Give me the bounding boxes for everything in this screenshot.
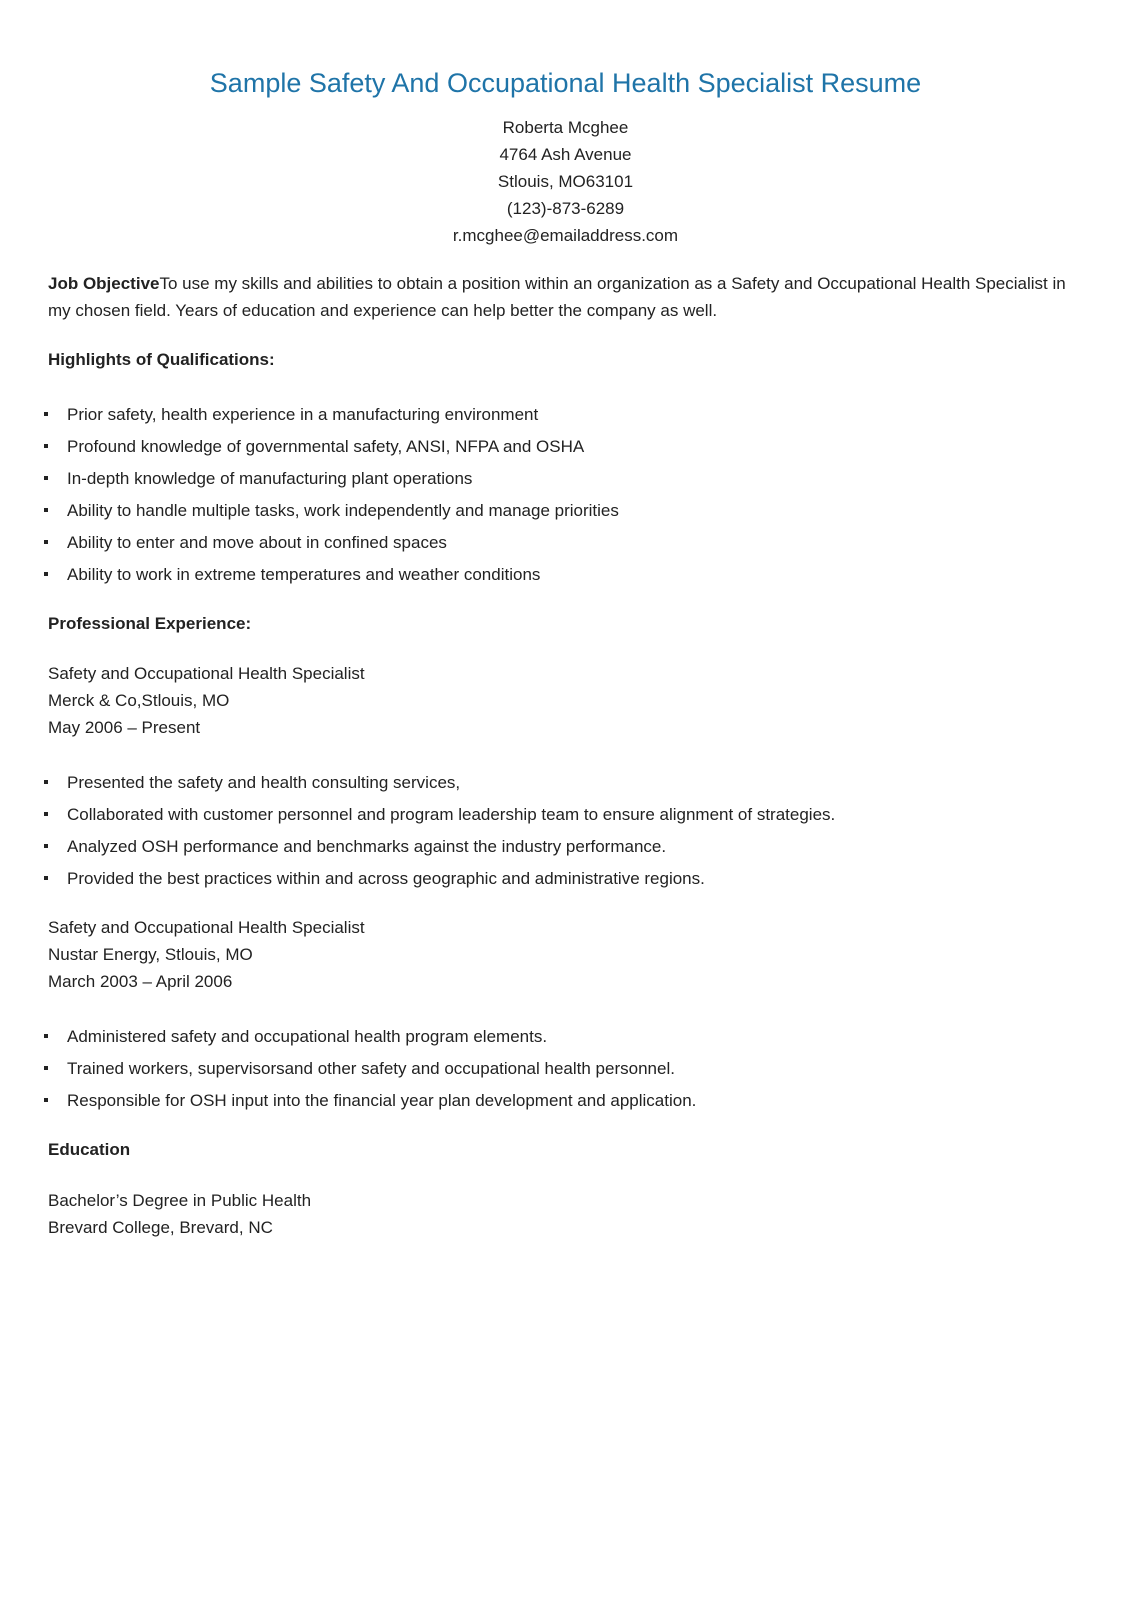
bullet-icon: [44, 1034, 48, 1038]
bullet-icon: [44, 780, 48, 784]
job-2-header: [48, 914, 365, 995]
bullet-icon: [44, 572, 48, 576]
list-item: Profound knowledge of governmental safety, ANSI, NFPA and OSHA: [48, 433, 619, 465]
bullet-icon: [44, 812, 48, 816]
job-objective-text: To use my skills and abilities to obtain a position within an organization as a Safety and Occupational Health Specialist in my chosen field. Years of education and experience can help better the company as well.: [48, 274, 1066, 320]
bullet-icon: [44, 844, 48, 848]
contact-email: r.mcghee@emailaddress.com: [452, 226, 679, 245]
bullet-icon: [44, 508, 48, 512]
job-1-company: Merck & Co,Stlouis, MO: [48, 691, 230, 710]
contact-block: [0, 114, 1131, 249]
bullet-icon: [44, 412, 48, 416]
list-item: Ability to enter and move about in confined spaces: [48, 529, 619, 561]
bullet-icon: [44, 1066, 48, 1070]
list-item: Analyzed OSH performance and benchmarks against the industry performance.: [48, 833, 835, 865]
list-item: Ability to handle multiple tasks, work independently and manage priorities: [48, 497, 619, 529]
job-2-title: Safety and Occupational Health Specialist: [48, 918, 365, 937]
page-title: Sample Safety And Occupational Health Specialist Resume: [209, 68, 922, 98]
list-item: In-depth knowledge of manufacturing plant operations: [48, 465, 619, 497]
job-1-title: Safety and Occupational Health Specialist: [48, 664, 365, 683]
education-degree: Bachelor’s Degree in Public Health: [48, 1191, 312, 1210]
contact-street: 4764 Ash Avenue: [499, 145, 632, 164]
experience-heading: Professional Experience:: [48, 614, 252, 633]
bullet-icon: [44, 876, 48, 880]
list-item: Presented the safety and health consulting services,: [48, 769, 835, 801]
contact-name: Roberta Mcghee: [502, 118, 629, 137]
bullet-icon: [44, 444, 48, 448]
job-1-duties: [48, 769, 835, 897]
education-block: [48, 1187, 311, 1241]
list-item: Ability to work in extreme temperatures and weather conditions: [48, 561, 619, 593]
bullet-icon: [44, 476, 48, 480]
highlights-list: [48, 401, 619, 593]
job-2-duties: [48, 1023, 696, 1119]
contact-city: Stlouis, MO63101: [497, 172, 634, 191]
list-item: Prior safety, health experience in a manufacturing environment: [48, 401, 619, 433]
job-objective-label: Job Objective: [48, 274, 160, 293]
bullet-icon: [44, 540, 48, 544]
list-item: Administered safety and occupational health program elements.: [48, 1023, 696, 1055]
list-item: Collaborated with customer personnel and program leadership team to ensure alignment of strategies.: [48, 801, 835, 833]
contact-phone: (123)-873-6289: [506, 199, 625, 218]
job-objective: [48, 270, 1088, 324]
list-item: Responsible for OSH input into the financial year plan development and application.: [48, 1087, 696, 1119]
job-2-dates: March 2003 – April 2006: [48, 972, 233, 991]
job-2-company: Nustar Energy, Stlouis, MO: [48, 945, 253, 964]
list-item: Provided the best practices within and across geographic and administrative regions.: [48, 865, 835, 897]
education-heading: Education: [48, 1140, 131, 1159]
highlights-heading: Highlights of Qualifications:: [48, 350, 275, 369]
job-1-header: [48, 660, 365, 741]
list-item: Trained workers, supervisorsand other safety and occupational health personnel.: [48, 1055, 696, 1087]
education-school: Brevard College, Brevard, NC: [48, 1218, 273, 1237]
job-1-dates: May 2006 – Present: [48, 718, 201, 737]
bullet-icon: [44, 1098, 48, 1102]
